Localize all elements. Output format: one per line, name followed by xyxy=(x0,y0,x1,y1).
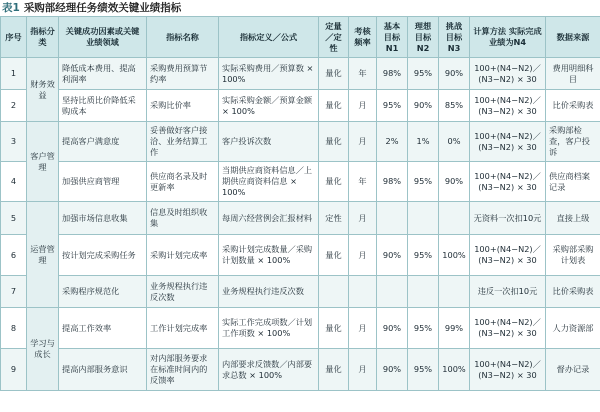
factor-cell: 加强供应商管理 xyxy=(59,162,147,202)
definition-cell: 业务规程执行违反次数 xyxy=(219,276,319,308)
header-cell: 关键成功因素或关键业绩领域 xyxy=(59,17,147,58)
method-cell: 100+(N4−N2)／(N3−N2) × 30 xyxy=(470,58,546,90)
definition-cell: 实际采购费用／预算数 × 100% xyxy=(219,58,319,90)
table-row xyxy=(1,90,600,122)
factor-cell: 采购程序规范化 xyxy=(59,276,147,308)
n1-cell: 95% xyxy=(377,90,408,122)
factor-cell: 坚持比质比价降低采购成本 xyxy=(59,90,147,122)
method-cell: 无资料一次扣10元 xyxy=(470,202,546,235)
row-number: 4 xyxy=(1,162,27,202)
nature-cell: 量化 xyxy=(319,58,349,90)
n1-cell: 2% xyxy=(377,122,408,162)
table-row xyxy=(1,235,600,276)
source-cell: 督办记录 xyxy=(546,349,600,391)
header-cell: 指标名称 xyxy=(147,17,219,58)
source-cell: 直接上级 xyxy=(546,202,600,235)
frequency-cell: 年 xyxy=(349,58,377,90)
n3-cell: 99% xyxy=(439,308,470,349)
n1-cell: 90% xyxy=(377,349,408,391)
n3-cell: 100% xyxy=(439,349,470,391)
table-row xyxy=(1,276,600,308)
n1-cell: 98% xyxy=(377,58,408,90)
n2-cell: 95% xyxy=(408,162,439,202)
header-cell: 挑战目标N3 xyxy=(439,17,470,58)
definition-cell: 实际工作完成项数／计划工作项数 × 100% xyxy=(219,308,319,349)
row-number: 8 xyxy=(1,308,27,349)
table-row xyxy=(1,349,600,391)
category-cell: 财务效益 xyxy=(27,58,59,122)
indicator-cell: 对内部服务要求在标准时间内的反馈率 xyxy=(147,349,219,391)
header-cell: 计算方法 实际完成业绩为N4 xyxy=(470,17,546,58)
nature-cell xyxy=(319,276,349,308)
header-row xyxy=(1,17,600,58)
n2-cell: 95% xyxy=(408,235,439,276)
method-cell: 100+(N4−N2)／(N3−N2) × 30 xyxy=(470,235,546,276)
header-cell: 数据来源 xyxy=(546,17,600,58)
header-cell: 基本目标N1 xyxy=(377,17,408,58)
n2-cell: 95% xyxy=(408,58,439,90)
nature-cell: 量化 xyxy=(319,308,349,349)
frequency-cell: 月 xyxy=(349,349,377,391)
definition-cell: 实际采购金额／预算金额 × 100% xyxy=(219,90,319,122)
row-number: 5 xyxy=(1,202,27,235)
row-number: 2 xyxy=(1,90,27,122)
indicator-cell: 采购费用预算节约率 xyxy=(147,58,219,90)
factor-cell: 提高客户满意度 xyxy=(59,122,147,162)
indicator-cell: 采购比价率 xyxy=(147,90,219,122)
frequency-cell: 年 xyxy=(349,162,377,202)
method-cell: 100+(N4−N2)／(N3−N2) × 30 xyxy=(470,162,546,202)
definition-cell: 每周六经营例会汇报材料 xyxy=(219,202,319,235)
factor-cell: 提高内部服务意识 xyxy=(59,349,147,391)
table-row xyxy=(1,162,600,202)
n2-cell: 95% xyxy=(408,349,439,391)
header-cell: 定量／定性 xyxy=(319,17,349,58)
row-number: 3 xyxy=(1,122,27,162)
method-cell: 100+(N4−N2)／(N3−N2) × 30 xyxy=(470,122,546,162)
n2-cell: 95% xyxy=(408,308,439,349)
nature-cell: 量化 xyxy=(319,162,349,202)
n2-cell: 1% xyxy=(408,122,439,162)
nature-cell: 量化 xyxy=(319,235,349,276)
indicator-cell: 信息及时组织收集 xyxy=(147,202,219,235)
header-cell: 理想目标N2 xyxy=(408,17,439,58)
n2-cell xyxy=(408,276,439,308)
frequency-cell: 月 xyxy=(349,308,377,349)
source-cell: 人力资源部 xyxy=(546,308,600,349)
indicator-cell: 妥善做好客户接洽、业务结算工作 xyxy=(147,122,219,162)
frequency-cell: 月 xyxy=(349,235,377,276)
factor-cell: 降低成本费用、提高利润率 xyxy=(59,58,147,90)
factor-cell: 加强市场信息收集 xyxy=(59,202,147,235)
category-cell: 学习与成长 xyxy=(27,308,59,391)
method-cell: 100+(N4−N2)／(N3−N2) × 30 xyxy=(470,349,546,391)
nature-cell: 量化 xyxy=(319,90,349,122)
source-cell: 采购部检查，客户投诉 xyxy=(546,122,600,162)
table-number: 表1 xyxy=(2,2,20,14)
frequency-cell xyxy=(349,276,377,308)
source-cell: 采购部采购计划表 xyxy=(546,235,600,276)
method-cell: 100+(N4−N2)／(N3−N2) × 30 xyxy=(470,90,546,122)
frequency-cell: 月 xyxy=(349,90,377,122)
n2-cell xyxy=(408,202,439,235)
n1-cell: 90% xyxy=(377,235,408,276)
table-row xyxy=(1,58,600,90)
n1-cell xyxy=(377,276,408,308)
header-cell: 序号 xyxy=(1,17,27,58)
n3-cell: 85% xyxy=(439,90,470,122)
header-cell: 指标定义／公式 xyxy=(219,17,319,58)
method-cell: 违反一次扣10元 xyxy=(470,276,546,308)
category-cell: 运营管理 xyxy=(27,202,59,308)
source-cell: 比价采购表 xyxy=(546,276,600,308)
indicator-cell: 工作计划完成率 xyxy=(147,308,219,349)
nature-cell: 量化 xyxy=(319,122,349,162)
frequency-cell: 月 xyxy=(349,202,377,235)
n2-cell: 90% xyxy=(408,90,439,122)
source-cell: 供应商档案记录 xyxy=(546,162,600,202)
table-row xyxy=(1,202,600,235)
table-row xyxy=(1,122,600,162)
n3-cell xyxy=(439,276,470,308)
kpi-table xyxy=(0,16,600,391)
nature-cell: 量化 xyxy=(319,349,349,391)
frequency-cell: 月 xyxy=(349,122,377,162)
n1-cell: 90% xyxy=(377,308,408,349)
n3-cell xyxy=(439,202,470,235)
table-title: 采购部经理任务绩效关键业绩指标 xyxy=(23,2,182,14)
table-row xyxy=(1,308,600,349)
method-cell: 100+(N4−N2)／(N3−N2) × 30 xyxy=(470,308,546,349)
n1-cell: 98% xyxy=(377,162,408,202)
nature-cell: 定性 xyxy=(319,202,349,235)
table-caption xyxy=(0,0,600,16)
indicator-cell: 供应商名录及时更新率 xyxy=(147,162,219,202)
indicator-cell: 业务规程执行违反次数 xyxy=(147,276,219,308)
source-cell: 费用明细科目 xyxy=(546,58,600,90)
factor-cell: 提高工作效率 xyxy=(59,308,147,349)
n3-cell: 90% xyxy=(439,162,470,202)
source-cell: 比价采购表 xyxy=(546,90,600,122)
definition-cell: 当期供应商资料信息／上期供应商资料信息 × 100% xyxy=(219,162,319,202)
row-number: 6 xyxy=(1,235,27,276)
row-number: 7 xyxy=(1,276,27,308)
factor-cell: 按计划完成采购任务 xyxy=(59,235,147,276)
n3-cell: 90% xyxy=(439,58,470,90)
header-cell: 考核频率 xyxy=(349,17,377,58)
indicator-cell: 采购计划完成率 xyxy=(147,235,219,276)
definition-cell: 采购计划完成数量／采购计划数量 × 100% xyxy=(219,235,319,276)
definition-cell: 内部要求反馈数／内部要求总数 × 100% xyxy=(219,349,319,391)
n3-cell: 0% xyxy=(439,122,470,162)
n1-cell xyxy=(377,202,408,235)
n3-cell: 100% xyxy=(439,235,470,276)
row-number: 1 xyxy=(1,58,27,90)
row-number: 9 xyxy=(1,349,27,391)
header-cell: 指标分类 xyxy=(27,17,59,58)
category-cell: 客户管理 xyxy=(27,122,59,202)
definition-cell: 客户投诉次数 xyxy=(219,122,319,162)
